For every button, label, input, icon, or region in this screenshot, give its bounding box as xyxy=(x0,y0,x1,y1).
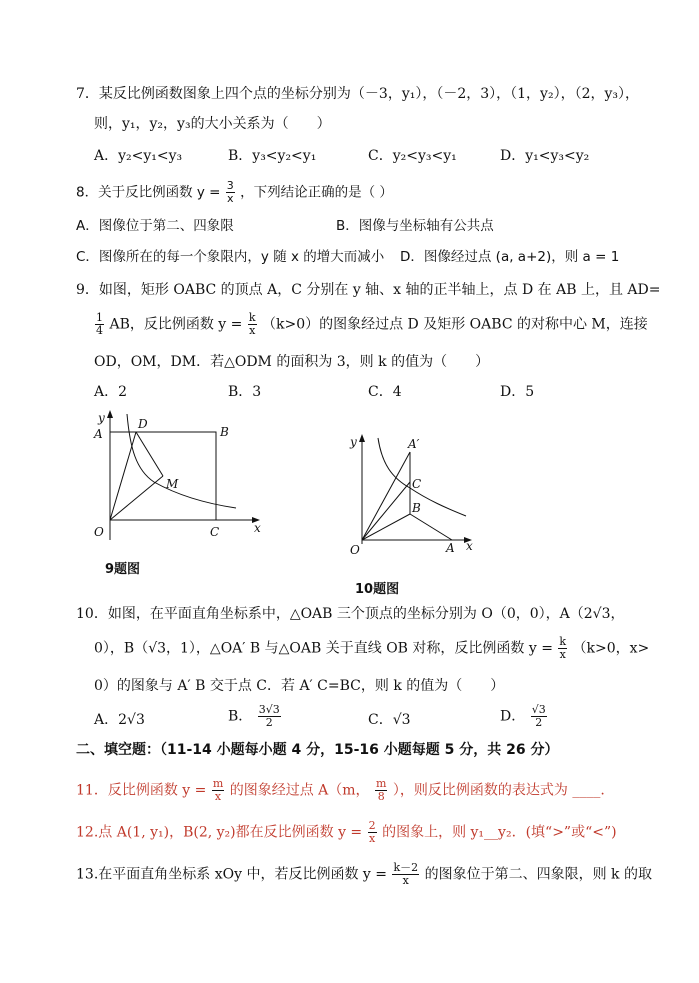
q10-k-fraction xyxy=(558,636,567,661)
q12-num: 2 xyxy=(368,819,376,832)
q7-stem-2: 则，y₁，y₂，y₃的大小关系为（ ） xyxy=(94,116,331,132)
q8-option-a: A．图像位于第二、四象限 xyxy=(76,218,234,234)
q12-pre: 12.点 A(1, y₁)，B(2, y₂)都在反比例函数 y = xyxy=(76,824,363,841)
fig9-label-o: O xyxy=(94,525,104,539)
q10-option-b-den: 2 xyxy=(265,716,273,729)
q7-option-a: A．y₂<y₁<y₃ xyxy=(94,148,183,164)
q9-frac-den: 4 xyxy=(96,324,103,337)
fig9-label-m: M xyxy=(166,477,179,491)
q10-option-d-fraction xyxy=(531,704,547,729)
q9-option-a: A．2 xyxy=(94,384,128,400)
q10-option-b xyxy=(228,704,282,729)
q9-stem-2b: （k>0）的图象经过点 D 及矩形 OABC 的对称中心 M，连接 xyxy=(261,316,648,333)
fig10-label-c: C xyxy=(412,477,422,491)
fig9-om xyxy=(110,476,163,520)
q8-stem-post: ，下列结论正确的是（ ） xyxy=(240,184,393,201)
fig10-label-x: x xyxy=(466,539,473,553)
q10-stem-2 xyxy=(94,636,649,661)
q12-fraction xyxy=(368,820,377,845)
q9-stem-1: 9．如图，矩形 OABC 的顶点 A，C 分别在 y 轴、x 轴的正半轴上，点 D 在 AB 上，且 AD= xyxy=(76,282,661,298)
q8-num: 3 xyxy=(226,179,234,192)
q9-k-den: x xyxy=(249,324,256,337)
q8-den: x xyxy=(227,192,234,205)
q7-option-b: B．y₃<y₂<y₁ xyxy=(228,148,317,164)
q13-pre: 13.在平面直角坐标系 xOy 中，若反比例函数 y = xyxy=(76,866,387,883)
fig9-caption: 9题图 xyxy=(105,562,141,577)
q9-option-c: C．4 xyxy=(368,384,402,400)
q10-option-b-fraction xyxy=(258,704,281,729)
q11-pre: 11．反比例函数 y = xyxy=(76,782,207,799)
q8-fraction xyxy=(226,180,235,205)
q13-num: k－2 xyxy=(393,861,419,874)
q10-option-b-num: 3√3 xyxy=(258,703,280,716)
q9-option-b: B．3 xyxy=(228,384,262,400)
figure-9 xyxy=(84,408,284,548)
q9-stem-2 xyxy=(94,312,648,337)
q10-option-a: A．2√3 xyxy=(94,712,145,728)
fig9-label-b: B xyxy=(220,425,229,439)
q11-fraction-2 xyxy=(375,778,387,803)
q13-fraction xyxy=(392,862,419,887)
q10-option-c: C．√3 xyxy=(368,712,411,728)
q10-stem-3: 0）的图象与 A′ B 交于点 C．若 A′ C=BC，则 k 的值为（ ） xyxy=(94,678,505,694)
q12-den: x xyxy=(369,832,376,845)
fig10-caption: 10题图 xyxy=(355,582,400,597)
q10-stem-2b: （k>0，x> xyxy=(572,640,650,657)
fig9-dm xyxy=(136,432,163,476)
q8-stem xyxy=(76,180,393,205)
q9-k-fraction xyxy=(248,312,257,337)
q11-num: m xyxy=(212,777,224,790)
fig9-od xyxy=(110,432,136,520)
q13 xyxy=(76,862,652,887)
q9-stem-2a: AB，反比例函数 y = xyxy=(109,316,243,333)
q11-fraction-1 xyxy=(212,778,224,803)
q13-post: 的图象位于第二、四象限，则 k 的取 xyxy=(424,866,652,883)
q8-option-c: C．图像所在的每一个象限内，y 随 x 的增大而减小 xyxy=(76,249,385,265)
q10-option-d-den: 2 xyxy=(535,716,543,729)
q11-post: ），则反比例函数的表达式为 ____. xyxy=(392,782,605,799)
q9-k-num: k xyxy=(248,311,256,324)
q9-frac-num: 1 xyxy=(96,311,103,324)
q7-option-d: D．y₁<y₃<y₂ xyxy=(500,148,590,164)
figure-10 xyxy=(340,432,490,562)
q8-option-d: D．图像经过点 (a, a+2)，则 a = 1 xyxy=(400,249,620,265)
q8-stem-pre: 8．关于反比例函数 y = xyxy=(76,184,221,201)
fig10-oc xyxy=(362,482,410,540)
q9-option-d: D．5 xyxy=(500,384,535,400)
q8-option-b: B．图像与坐标轴有公共点 xyxy=(336,218,494,234)
q9-stem-3: OD，OM，DM．若△ODM 的面积为 3，则 k 的值为（ ） xyxy=(94,354,490,370)
q10-k-num: k xyxy=(559,635,567,648)
q11-num2: m xyxy=(376,777,387,790)
q7-stem: 7．某反比例函数图象上四个点的坐标分别为（－3，y₁），（－2，3），（1，y₂），（2，y₃）， xyxy=(76,86,640,102)
q10-k-den: x xyxy=(559,648,566,661)
fig10-label-a-prime: A′ xyxy=(408,437,420,451)
fig10-label-y: y xyxy=(350,435,357,449)
q10-option-d-pre: D． xyxy=(500,708,526,725)
q10-option-d xyxy=(500,704,548,729)
q10-stem-2a: 0），B（√3，1），△OA′ B 与△OAB 关于直线 OB 对称，反比例函数 y = xyxy=(94,640,553,657)
q11-den2: 8 xyxy=(377,790,385,803)
fig10-label-b: B xyxy=(412,501,421,515)
q10-stem-1: 10．如图，在平面直角坐标系中，△OAB 三个顶点的坐标分别为 O（0，0），A（2√3， xyxy=(76,606,625,622)
q11-den: x xyxy=(214,790,222,803)
fig9-label-x: x xyxy=(254,521,261,535)
fig9-label-d: D xyxy=(138,417,148,431)
fig9-label-c: C xyxy=(210,525,220,539)
fig10-y-arrow xyxy=(359,434,365,442)
section-2-heading: 二、填空题：（11-14 小题每小题 4 分，15-16 小题每题 5 分，共 26 分） xyxy=(76,742,559,758)
fig10-label-a: A xyxy=(446,541,455,555)
q13-den: x xyxy=(402,874,409,887)
q12 xyxy=(76,820,617,845)
fig10-label-o: O xyxy=(350,543,360,557)
q11-mid: 的图象经过点 A（m， xyxy=(229,782,370,799)
fig9-y-arrow xyxy=(107,410,113,418)
q11 xyxy=(76,778,605,803)
q7-option-c: C．y₂<y₃<y₁ xyxy=(368,148,457,164)
q10-option-b-pre: B． xyxy=(228,708,253,725)
q12-post: 的图象上，则 y₁__y₂．(填“>”或“<”) xyxy=(382,824,617,841)
fig9-label-y: y xyxy=(98,411,105,425)
fig10-ab xyxy=(410,514,452,540)
q9-fraction-quarter xyxy=(95,312,104,337)
fig9-label-a: A xyxy=(94,427,103,441)
q10-option-d-num: √3 xyxy=(531,703,546,716)
